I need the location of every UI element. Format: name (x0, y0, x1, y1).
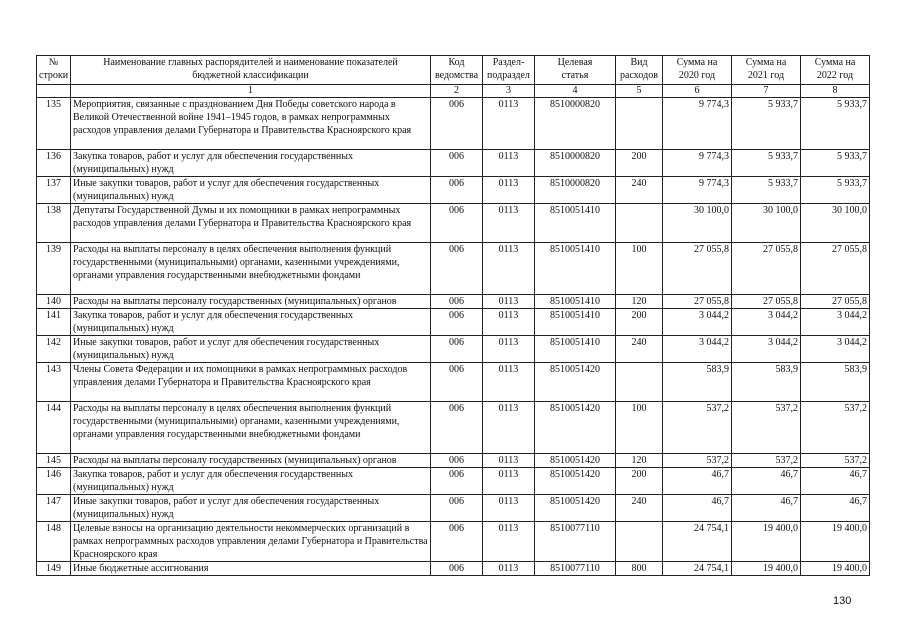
table-row (37, 177, 870, 204)
row-number-cell: 147 (37, 495, 71, 522)
row-expense-type-cell (616, 522, 663, 562)
table-row (37, 204, 870, 243)
row-ved-cell: 006 (431, 204, 483, 243)
row-target-article-cell: 8510077110 (535, 562, 616, 576)
row-section-cell: 0113 (483, 402, 535, 454)
row-number-cell: 135 (37, 98, 71, 150)
row-section-cell: 0113 (483, 177, 535, 204)
row-section-cell: 0113 (483, 336, 535, 363)
row-target-article-cell: 8510051410 (535, 295, 616, 309)
row-sum-2021-cell: 27 055,8 (732, 295, 801, 309)
table-body (37, 98, 870, 576)
row-sum-2020-cell: 583,9 (663, 363, 732, 402)
row-expense-type-cell: 240 (616, 495, 663, 522)
row-sum-2020-cell: 27 055,8 (663, 243, 732, 295)
row-name-cell: Мероприятия, связанные с празднованием Дня Победы советского народа в Великой Отечественной войне 1941–1945 годов, в рамках непрограммных расходов управления делами Губернатора и Правительства Красноярского края (71, 98, 431, 150)
header-no-label: № строки (39, 57, 69, 81)
row-name-cell: Иные закупки товаров, работ и услуг для обеспечения государственных (муниципальных) нужд (71, 336, 431, 363)
row-sum-2020-cell: 24 754,1 (663, 522, 732, 562)
row-name-cell: Целевые взносы на организацию деятельности некоммерческих организаций в рамках непрограммных расходов управления делами Губернатора и Правительства Красноярского края (71, 522, 431, 562)
header-no (37, 56, 71, 85)
row-number-cell: 142 (37, 336, 71, 363)
row-target-article-cell: 8510051420 (535, 454, 616, 468)
row-sum-2021-cell: 3 044,2 (732, 309, 801, 336)
row-number-cell: 140 (37, 295, 71, 309)
table-row (37, 295, 870, 309)
row-target-article-cell: 8510051420 (535, 363, 616, 402)
row-target-article-cell: 8510000820 (535, 150, 616, 177)
column-number (37, 85, 71, 98)
row-sum-2020-cell: 46,7 (663, 468, 732, 495)
row-target-article-cell: 8510051420 (535, 495, 616, 522)
header-s2022-label: Сумма на 2022 год (814, 57, 856, 81)
row-target-article-cell: 8510000820 (535, 98, 616, 150)
header-sec (483, 56, 535, 85)
row-section-cell: 0113 (483, 495, 535, 522)
row-name-cell: Расходы на выплаты персоналу в целях обеспечения выполнения функций государственными (муниципальными) органами, казенными учреждениями, органами управления государственными внебюджетными фондами (71, 402, 431, 454)
row-number-cell: 144 (37, 402, 71, 454)
row-sum-2020-cell: 30 100,0 (663, 204, 732, 243)
row-name-cell: Расходы на выплаты персоналу государственных (муниципальных) органов (71, 454, 431, 468)
column-number: 5 (616, 85, 663, 98)
row-expense-type-cell: 120 (616, 454, 663, 468)
header-s2020 (663, 56, 732, 85)
row-target-article-cell: 8510051410 (535, 243, 616, 295)
header-sec-label: Раздел- подраздел (487, 57, 530, 81)
row-number-cell: 138 (37, 204, 71, 243)
row-number-cell: 137 (37, 177, 71, 204)
header-ved-label: Код ведомства (434, 57, 479, 81)
row-section-cell: 0113 (483, 98, 535, 150)
page-number: 130 (833, 595, 852, 607)
row-target-article-cell: 8510051410 (535, 336, 616, 363)
row-ved-cell: 006 (431, 98, 483, 150)
row-sum-2021-cell: 5 933,7 (732, 177, 801, 204)
table-row (37, 468, 870, 495)
row-section-cell: 0113 (483, 150, 535, 177)
header-s2020-label: Сумма на 2020 год (676, 57, 718, 81)
row-expense-type-cell: 200 (616, 309, 663, 336)
row-sum-2022-cell: 46,7 (801, 468, 870, 495)
row-section-cell: 0113 (483, 454, 535, 468)
row-number-cell: 143 (37, 363, 71, 402)
table-row (37, 363, 870, 402)
header-art-label: Целевая статья (557, 57, 593, 81)
row-sum-2022-cell: 27 055,8 (801, 243, 870, 295)
column-number: 4 (535, 85, 616, 98)
row-ved-cell: 006 (431, 336, 483, 363)
row-ved-cell: 006 (431, 309, 483, 336)
row-expense-type-cell: 100 (616, 243, 663, 295)
row-number-cell: 146 (37, 468, 71, 495)
row-sum-2022-cell: 27 055,8 (801, 295, 870, 309)
row-expense-type-cell: 800 (616, 562, 663, 576)
row-sum-2021-cell: 19 400,0 (732, 562, 801, 576)
column-number-row (37, 85, 870, 98)
row-sum-2020-cell: 24 754,1 (663, 562, 732, 576)
row-name-cell: Закупка товаров, работ и услуг для обеспечения государственных (муниципальных) нужд (71, 468, 431, 495)
table-row (37, 402, 870, 454)
table-row (37, 98, 870, 150)
row-sum-2021-cell: 27 055,8 (732, 243, 801, 295)
header-row (37, 56, 870, 85)
row-sum-2021-cell: 46,7 (732, 468, 801, 495)
row-expense-type-cell (616, 98, 663, 150)
row-name-cell: Иные бюджетные ассигнования (71, 562, 431, 576)
row-sum-2022-cell: 19 400,0 (801, 522, 870, 562)
row-number-cell: 145 (37, 454, 71, 468)
row-name-cell: Закупка товаров, работ и услуг для обеспечения государственных (муниципальных) нужд (71, 150, 431, 177)
row-sum-2020-cell: 3 044,2 (663, 336, 732, 363)
table-row (37, 150, 870, 177)
table-row (37, 562, 870, 576)
row-ved-cell: 006 (431, 363, 483, 402)
column-number: 2 (431, 85, 483, 98)
column-number: 8 (801, 85, 870, 98)
row-name-cell: Иные закупки товаров, работ и услуг для обеспечения государственных (муниципальных) нужд (71, 495, 431, 522)
row-ved-cell: 006 (431, 522, 483, 562)
column-number: 1 (71, 85, 431, 98)
row-sum-2022-cell: 46,7 (801, 495, 870, 522)
row-sum-2022-cell: 19 400,0 (801, 562, 870, 576)
row-expense-type-cell: 100 (616, 402, 663, 454)
row-section-cell: 0113 (483, 468, 535, 495)
header-ved (431, 56, 483, 85)
row-sum-2021-cell: 19 400,0 (732, 522, 801, 562)
row-number-cell: 141 (37, 309, 71, 336)
row-section-cell: 0113 (483, 204, 535, 243)
row-ved-cell: 006 (431, 243, 483, 295)
row-target-article-cell: 8510051420 (535, 402, 616, 454)
row-sum-2021-cell: 30 100,0 (732, 204, 801, 243)
row-number-cell: 148 (37, 522, 71, 562)
row-sum-2020-cell: 9 774,3 (663, 150, 732, 177)
table-row (37, 309, 870, 336)
row-sum-2022-cell: 5 933,7 (801, 177, 870, 204)
header-vid (616, 56, 663, 85)
row-target-article-cell: 8510077110 (535, 522, 616, 562)
header-name-label: Наименование главных распорядителей и наименование показателей бюджетной классификации (103, 57, 398, 81)
row-sum-2022-cell: 3 044,2 (801, 309, 870, 336)
header-s2021 (732, 56, 801, 85)
row-expense-type-cell: 200 (616, 150, 663, 177)
table-row (37, 495, 870, 522)
row-sum-2020-cell: 537,2 (663, 454, 732, 468)
row-sum-2021-cell: 3 044,2 (732, 336, 801, 363)
row-expense-type-cell: 240 (616, 177, 663, 204)
row-sum-2022-cell: 5 933,7 (801, 150, 870, 177)
row-ved-cell: 006 (431, 177, 483, 204)
row-sum-2021-cell: 5 933,7 (732, 98, 801, 150)
row-ved-cell: 006 (431, 150, 483, 177)
header-vid-label: Вид расходов (620, 57, 658, 81)
column-number: 3 (483, 85, 535, 98)
row-ved-cell: 006 (431, 454, 483, 468)
row-sum-2020-cell: 46,7 (663, 495, 732, 522)
row-ved-cell: 006 (431, 495, 483, 522)
row-name-cell: Члены Совета Федерации и их помощники в рамках непрограммных расходов управления делами Губернатора и Правительства Красноярского края (71, 363, 431, 402)
row-sum-2020-cell: 9 774,3 (663, 98, 732, 150)
table-row (37, 243, 870, 295)
row-sum-2022-cell: 5 933,7 (801, 98, 870, 150)
row-sum-2021-cell: 537,2 (732, 402, 801, 454)
row-target-article-cell: 8510000820 (535, 177, 616, 204)
row-ved-cell: 006 (431, 562, 483, 576)
row-ved-cell: 006 (431, 402, 483, 454)
row-sum-2021-cell: 537,2 (732, 454, 801, 468)
row-name-cell: Закупка товаров, работ и услуг для обеспечения государственных (муниципальных) нужд (71, 309, 431, 336)
row-number-cell: 136 (37, 150, 71, 177)
row-expense-type-cell: 200 (616, 468, 663, 495)
header-name (71, 56, 431, 85)
row-sum-2022-cell: 3 044,2 (801, 336, 870, 363)
row-section-cell: 0113 (483, 295, 535, 309)
row-section-cell: 0113 (483, 522, 535, 562)
row-number-cell: 139 (37, 243, 71, 295)
row-sum-2021-cell: 46,7 (732, 495, 801, 522)
row-ved-cell: 006 (431, 295, 483, 309)
row-sum-2020-cell: 3 044,2 (663, 309, 732, 336)
row-expense-type-cell: 120 (616, 295, 663, 309)
row-target-article-cell: 8510051410 (535, 204, 616, 243)
row-section-cell: 0113 (483, 243, 535, 295)
row-sum-2022-cell: 537,2 (801, 454, 870, 468)
row-sum-2020-cell: 9 774,3 (663, 177, 732, 204)
row-number-cell: 149 (37, 562, 71, 576)
row-name-cell: Иные закупки товаров, работ и услуг для обеспечения государственных (муниципальных) нужд (71, 177, 431, 204)
row-ved-cell: 006 (431, 468, 483, 495)
row-sum-2022-cell: 537,2 (801, 402, 870, 454)
budget-table (36, 55, 870, 576)
row-sum-2020-cell: 537,2 (663, 402, 732, 454)
table-row (37, 336, 870, 363)
header-art (535, 56, 616, 85)
table-row (37, 522, 870, 562)
row-sum-2020-cell: 27 055,8 (663, 295, 732, 309)
row-sum-2022-cell: 30 100,0 (801, 204, 870, 243)
row-expense-type-cell (616, 204, 663, 243)
row-name-cell: Депутаты Государственной Думы и их помощники в рамках непрограммных расходов управления делами Губернатора и Правительства Красноярского края (71, 204, 431, 243)
row-sum-2021-cell: 5 933,7 (732, 150, 801, 177)
row-sum-2022-cell: 583,9 (801, 363, 870, 402)
row-section-cell: 0113 (483, 363, 535, 402)
row-section-cell: 0113 (483, 562, 535, 576)
header-s2022 (801, 56, 870, 85)
row-target-article-cell: 8510051420 (535, 468, 616, 495)
row-sum-2021-cell: 583,9 (732, 363, 801, 402)
row-section-cell: 0113 (483, 309, 535, 336)
header-s2021-label: Сумма на 2021 год (745, 57, 787, 81)
row-expense-type-cell (616, 363, 663, 402)
row-name-cell: Расходы на выплаты персоналу государственных (муниципальных) органов (71, 295, 431, 309)
column-number: 7 (732, 85, 801, 98)
row-expense-type-cell: 240 (616, 336, 663, 363)
table-row (37, 454, 870, 468)
row-target-article-cell: 8510051410 (535, 309, 616, 336)
column-number: 6 (663, 85, 732, 98)
row-name-cell: Расходы на выплаты персоналу в целях обеспечения выполнения функций государственными (муниципальными) органами, казенными учреждениями, органами управления государственными внебюджетными фондами (71, 243, 431, 295)
